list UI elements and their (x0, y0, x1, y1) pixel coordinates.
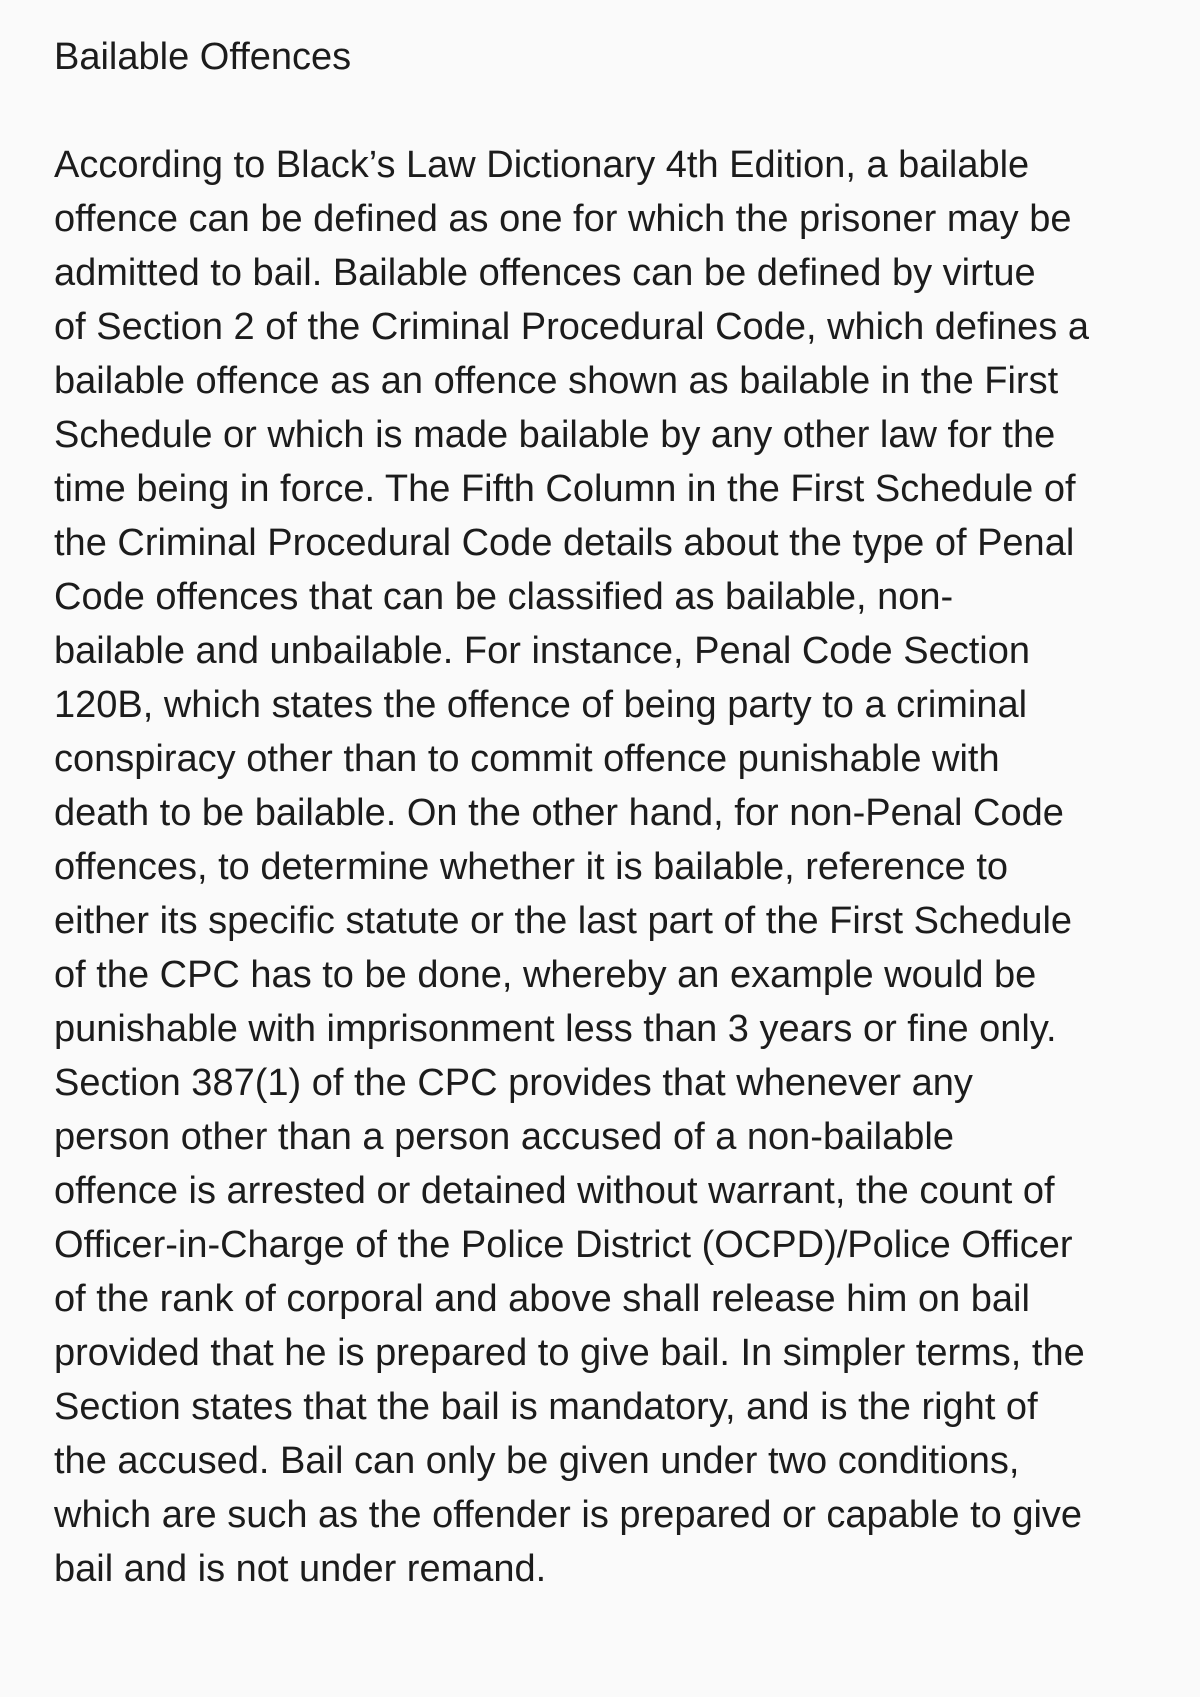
paragraph-line: of the CPC has to be done, whereby an example would be (54, 954, 1037, 996)
paragraph-line: of Section 2 of the Criminal Procedural Code, which defines a (54, 306, 1089, 348)
paragraph-line: Schedule or which is made bailable by any other law for the (54, 414, 1056, 456)
paragraph-line: offence is arrested or detained without warrant, the count of (54, 1170, 1055, 1212)
paragraph-line: of the rank of corporal and above shall release him on bail (54, 1278, 1030, 1320)
paragraph-line: offence can be defined as one for which the prisoner may be (54, 198, 1072, 240)
paragraph-line: admitted to bail. Bailable offences can be defined by virtue (54, 252, 1036, 294)
paragraph-line: either its specific statute or the last part of the First Schedule (54, 900, 1073, 942)
paragraph-line: provided that he is prepared to give bail. In simpler terms, the (54, 1332, 1085, 1374)
paragraph-line: which are such as the offender is prepared or capable to give (54, 1494, 1083, 1536)
paragraph-line: conspiracy other than to commit offence punishable with (54, 738, 1000, 780)
document-title: Bailable Offences (54, 36, 352, 78)
paragraph-line: person other than a person accused of a non-bailable (54, 1116, 954, 1158)
paragraph-line: Officer-in-Charge of the Police District (OCPD)/Police Officer (54, 1224, 1073, 1266)
paragraph-line: Code offences that can be classified as bailable, non- (54, 576, 954, 618)
paragraph-line: bailable and unbailable. For instance, Penal Code Section (54, 630, 1030, 672)
paragraph-line: the Criminal Procedural Code details about the type of Penal (54, 522, 1075, 564)
paragraph-line: time being in force. The Fifth Column in the First Schedule of (54, 468, 1076, 510)
paragraph-line: bailable offence as an offence shown as bailable in the First (54, 360, 1059, 402)
paragraph-line: Section states that the bail is mandatory, and is the right of (54, 1386, 1038, 1428)
paragraph-line: According to Black’s Law Dictionary 4th Edition, a bailable (54, 144, 1030, 186)
paragraph-line: punishable with imprisonment less than 3 years or fine only. (54, 1008, 1057, 1050)
paragraph-line: death to be bailable. On the other hand, for non-Penal Code (54, 792, 1064, 834)
document (54, 30, 1154, 1596)
paragraph-line: Section 387(1) of the CPC provides that whenever any (54, 1062, 973, 1104)
paragraph-line: the accused. Bail can only be given under two conditions, (54, 1440, 1020, 1482)
document-paragraph (54, 138, 1154, 1596)
paragraph-line: bail and is not under remand. (54, 1548, 547, 1590)
paragraph-line: 120B, which states the offence of being party to a criminal (54, 684, 1028, 726)
paragraph-line: offences, to determine whether it is bailable, reference to (54, 846, 1009, 888)
